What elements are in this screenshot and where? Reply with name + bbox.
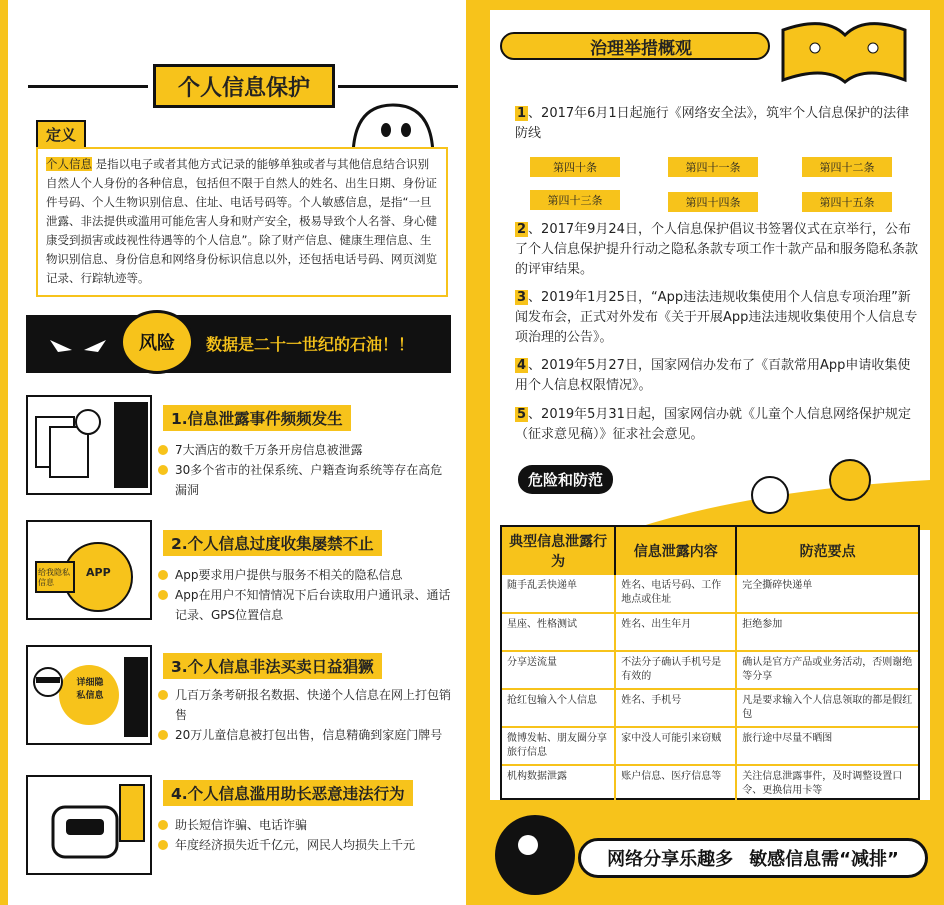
table-cell: 凡是要求输入个人信息领取的都是假红包	[736, 689, 918, 727]
table-cell: 完全撕碎快递单	[736, 575, 918, 613]
table-header: 防范要点	[799, 544, 856, 560]
trade-label: 详细隐私信息	[76, 678, 104, 701]
list-item: 助长短信诈骗、电话诈骗	[158, 815, 453, 835]
table-cell: 关注信息泄露事件，及时调整设置口令、更换信用卡等	[736, 765, 918, 803]
table-cell: 不法分子确认手机号是有效的	[615, 651, 736, 689]
table-cell: 随手乱丢快递单	[502, 575, 615, 613]
step-5: 5 、2019年5月31日起，国家网信办就《儿童个人信息网络保护规定（征求意见稿）》征求社会意见。	[515, 407, 911, 442]
governance-title: 治理举措概观	[590, 39, 692, 59]
definition-box	[36, 147, 448, 297]
step-4: 4 、2019年5月27日，国家网信办发布了《百款常用App申请收集使用个人信息权限情况》。	[515, 358, 911, 393]
list-item: App要求用户提供与服务不相关的隐私信息	[158, 565, 453, 585]
thief-mascot-icon	[630, 450, 930, 530]
section-1-title: 1.信息泄露事件频频发生	[163, 405, 351, 431]
list-item: 几百万条考研报名数据、快递个人信息在网上打包销售	[158, 685, 453, 725]
section-2-bullets	[158, 565, 453, 625]
danger-label: 危险和防范	[518, 465, 613, 494]
risk-label: 风险	[120, 310, 194, 374]
right-panel	[490, 10, 930, 800]
article-tag: 第四十三条	[530, 190, 620, 210]
definition-label: 定义	[36, 120, 86, 149]
title-rule-left	[28, 85, 148, 88]
table-row	[502, 575, 918, 613]
bottom-slogan-a: 网络分享乐趣多	[607, 849, 734, 870]
app-label: APP	[86, 566, 111, 579]
peeking-mascot-icon	[490, 800, 580, 905]
table-cell: 拒绝参加	[736, 613, 918, 651]
table-cell: 姓名、电话号码、工作地点或住址	[615, 575, 736, 613]
article-tag: 第四十条	[530, 157, 620, 177]
section-4-bullets	[158, 815, 453, 855]
list-item: 7大酒店的数千万条开房信息被泄露	[158, 440, 453, 460]
article-tag: 第四十二条	[802, 157, 892, 177]
left-panel	[8, 0, 466, 905]
section-1-bullets	[158, 440, 453, 500]
danger-table	[500, 525, 920, 800]
collect-illustration	[26, 520, 152, 620]
bottom-slogan-box	[578, 838, 928, 878]
collect-sign: 给我隐私信息	[38, 568, 70, 587]
table-header: 信息泄露内容	[615, 527, 736, 575]
leak-illustration	[26, 395, 152, 495]
table-row	[502, 689, 918, 727]
article-tag: 第四十四条	[668, 192, 758, 212]
table-cell: 姓名、手机号	[615, 689, 736, 727]
table-cell: 旅行途中尽量不晒图	[736, 727, 918, 765]
article-tag: 第四十一条	[668, 157, 758, 177]
table-cell: 分享送流量	[502, 651, 615, 689]
list-item: App在用户不知情情况下后台读取用户通讯录、通话记录、GPS位置信息	[158, 585, 453, 625]
risk-slogan: 数据是二十一世纪的石油！！	[206, 335, 415, 354]
section-2-title: 2.个人信息过度收集屡禁不止	[163, 530, 382, 556]
article-tag: 第四十五条	[802, 192, 892, 212]
section-3-bullets	[158, 685, 453, 745]
page-title: 个人信息保护	[153, 64, 335, 108]
bottom-slogan-b: 敏感信息需“减排”	[749, 849, 899, 870]
hacker-leak-icon	[28, 397, 150, 493]
section-4-title: 4.个人信息滥用助长恶意违法行为	[163, 780, 413, 806]
table-cell: 抢红包输入个人信息	[502, 689, 615, 727]
table-cell: 机构数据泄露	[502, 765, 615, 803]
table-cell: 星座、性格测试	[502, 613, 615, 651]
table-header: 典型信息泄露行为	[502, 527, 615, 575]
table-cell: 姓名、出生年月	[615, 613, 736, 651]
book-mascot-icon	[775, 10, 915, 90]
list-item: 年度经济损失近千亿元，网民人均损失上千元	[158, 835, 453, 855]
table-row	[502, 613, 918, 651]
abuse-illustration	[26, 775, 152, 875]
table-cell: 微博发帖、朋友圈分享旅行信息	[502, 727, 615, 765]
trade-illustration	[26, 645, 152, 745]
step-1: 1 、2017年6月1日起施行《网络安全法》，筑牢个人信息保护的法律防线	[515, 106, 910, 141]
table-row	[502, 765, 918, 803]
robot-phone-icon	[28, 777, 150, 873]
table-cell: 确认是官方产品或业务活动，否则谢绝等分享	[736, 651, 918, 689]
section-3-title: 3.个人信息非法买卖日益猖獗	[163, 653, 382, 679]
table-row	[502, 651, 918, 689]
definition-text: 是指以电子或者其他方式记录的能够单独或者与其他信息结合识别自然人个人身份的各种信息，包括但不限于自然人的姓名、出生日期、身份证件号码、个人生物识别信息、住址、电话号码等。个人敏感信息，是指“一旦泄露、非法提供或滥用可能危害人身和财产安全，极易导致个人名誉、身心健康受到损害或歧视性待遇等的个人信息”。除了财产信息、健康生理信息、生物识别信息、身份信息和网络身份标识信息以外，还包括电话号码、网页浏览记录、行踪轨迹等。	[46, 157, 437, 285]
list-item: 30多个省市的社保系统、户籍查询系统等存在高危漏洞	[158, 460, 453, 500]
step-3: 3 、2019年1月25日，“App违法违规收集使用个人信息专项治理”新闻发布会，正式对外发布《关于开展App违法违规收集使用个人信息专项治理的公告》。	[515, 290, 918, 345]
step-2: 2 、2017年9月24日，个人信息保护倡议书签署仪式在京举行，公布了个人信息保护提升行动之隐私条款专项工作十款产品和服务隐私条款的评审结果。	[515, 222, 919, 277]
evil-eyes-icon	[48, 332, 108, 358]
table-cell: 账户信息、医疗信息等	[615, 765, 736, 803]
list-item: 20万儿童信息被打包出售，信息精确到家庭门牌号	[158, 725, 453, 745]
table-row	[502, 727, 918, 765]
definition-highlight: 个人信息	[46, 157, 92, 171]
title-rule-right	[338, 85, 458, 88]
table-cell: 家中没人可能引来窃贼	[615, 727, 736, 765]
